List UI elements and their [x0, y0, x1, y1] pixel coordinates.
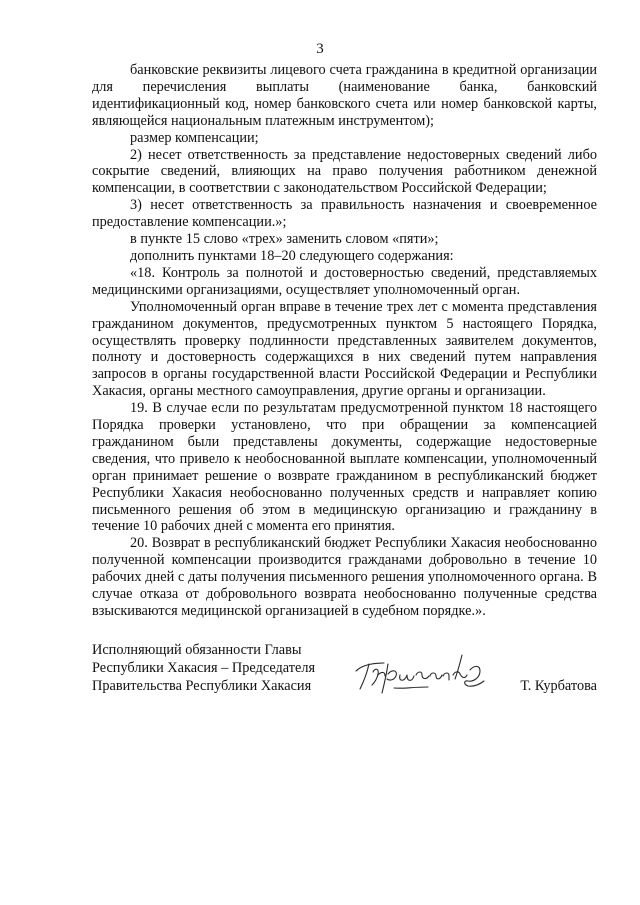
document-body — [92, 62, 597, 620]
signatory-title — [92, 641, 315, 695]
paragraph: размер компенсации; — [130, 129, 259, 146]
signatory-title-line: Исполняющий обязанности Главы — [92, 642, 302, 658]
signatory-name: Т. Курбатова — [520, 678, 597, 694]
paragraph: 3) несет ответственность за правильность назначения и своевременное предоставление компенсации.»; — [92, 197, 597, 231]
paragraph: «18. Контроль за полнотой и достоверностью сведений, представляемых медицинскими организациями, осуществляет уполномоченный орган. — [92, 264, 597, 298]
paragraph: 2) несет ответственность за представление недостоверных сведений либо сокрытие сведений, влияющих на право получения работником денежной компенсации, в соответствии с законодательством Российской Федерации; — [92, 146, 597, 197]
paragraph: 20. Возврат в республиканский бюджет Республики Хакасия необоснованно полученной компенсации производится гражданами добровольно в течение 10 рабочих дней с даты получения письменного решения уполномоченного органа. В случае отказа от добровольного возврата необоснованно полученные средства взыскиваются медицинской организацией в судебном порядке.». — [92, 535, 597, 619]
paragraph: дополнить пунктами 18–20 следующего содержания: — [130, 247, 454, 264]
page-number: 3 — [316, 41, 324, 57]
paragraph: Уполномоченный орган вправе в течение трех лет с момента представления гражданином документов, предусмотренных пунктом 5 настоящего Порядка, осуществлять проверку подлинности представленных заявителем документов, полноту и достоверность содержащихся в них сведений путем направления запросов в органы государственной власти Российской Федерации и Республики Хакасия, органы местного самоуправления, другие органы и организации. — [92, 298, 597, 400]
paragraph: 19. В случае если по результатам предусмотренной пунктом 18 настоящего Порядка проверки установлено, что при обращении за компенсацией гражданином были представлены документы, содержащие недостоверные сведения, что привело к необоснованной выплате компенсации, уполномоченный орган принимает решение о возврате гражданином в республиканский бюджет Республики Хакасия необоснованно полученных средств и направляет копию письменного решения об этом в медицинскую организацию и гражданину в течение 10 рабочих дней с момента его принятия. — [92, 400, 597, 535]
signatory-title-line: Правительства Республики Хакасия — [92, 678, 312, 694]
signature-block — [92, 641, 597, 701]
paragraph: в пункте 15 слово «трех» заменить словом «пяти»; — [130, 231, 439, 248]
handwritten-signature — [342, 641, 492, 701]
paragraph: банковские реквизиты лицевого счета гражданина в кредитной организации для перечисления выплаты (наименование банка, банковский идентификационный код, номер банковского счета или номер банковской карты, являющейся национальным платежным инструментом); — [92, 62, 597, 129]
signatory-title-line: Республики Хакасия – Председателя — [92, 660, 316, 676]
